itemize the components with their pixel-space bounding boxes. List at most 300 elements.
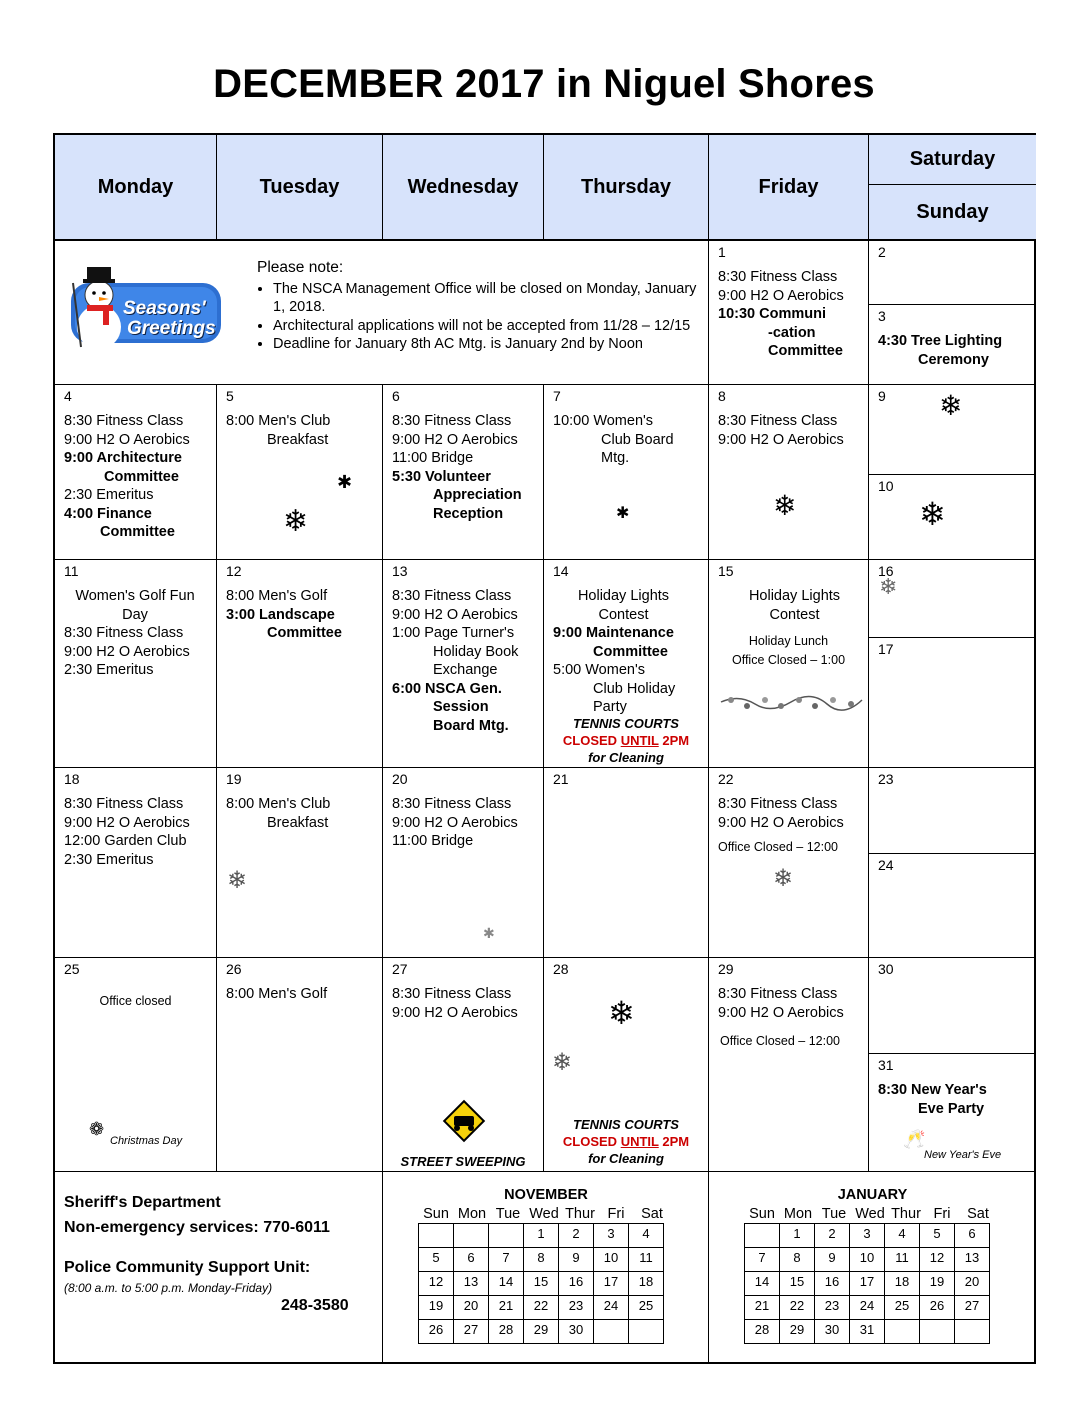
weekday: Mon [783,1205,813,1222]
events [718,985,864,1051]
event: 9:00 H2 O Aerobics [392,431,518,448]
greeting-text: Seasons' Greetings [123,298,216,339]
note-heading: Please note: [257,259,344,276]
november-calendar [383,1186,709,1344]
tennis-line [544,1133,708,1150]
date-cell: 10 [850,1248,885,1272]
month-name: JANUARY [837,1187,908,1203]
day-cell-4 [55,385,217,560]
date-cell [454,1224,489,1248]
day-cell-18 [55,768,217,958]
day-number: 15 [718,563,734,579]
date-cell: 12 [419,1272,454,1296]
date-cell: 28 [489,1320,524,1344]
event: Women's Golf Fun [75,588,195,604]
day-number: 9 [878,388,886,404]
event: Appreciation [433,487,522,503]
day-cell-8 [709,385,869,560]
date-cell [920,1320,955,1344]
header-friday: Friday [709,135,869,241]
date-cell: 8 [780,1248,815,1272]
tennis-line: TENNIS COURTS [573,1117,679,1132]
events [226,985,378,1004]
header-sunday: Sunday [869,185,1036,241]
event: 8:30 Fitness Class [392,413,512,429]
date-cell: 13 [955,1248,990,1272]
events [392,795,539,851]
events [226,412,378,449]
week-row [745,1296,990,1320]
week-row [745,1272,990,1296]
pcsu-title: Police Community Support Unit: [64,1259,311,1276]
date-cell: 19 [419,1296,454,1320]
day-cell-17 [869,638,1036,768]
date-cell: 2 [559,1224,594,1248]
day-number: 27 [392,961,408,977]
day-cell-27 [383,958,544,1172]
note-list [257,280,703,354]
snowflake-icon: ❄ [919,496,946,532]
events [718,795,864,857]
day-cell-19 [217,768,383,958]
day-number: 6 [392,388,400,404]
date-cell: 4 [885,1224,920,1248]
event: Ceremony [918,351,989,368]
day-cell-28 [544,958,709,1172]
event: 9:00 H2 O Aerobics [392,814,518,831]
event: Committee [100,524,175,540]
date-cell: 24 [850,1296,885,1320]
weekday: Sat [641,1205,663,1222]
day-number: 17 [878,641,894,657]
date-cell: 26 [920,1296,955,1320]
event: Office Closed – 12:00 [720,1034,840,1048]
snowflake-icon: ❄ [773,490,797,521]
events [64,795,212,869]
day-cell-10 [869,475,1036,560]
day-cell-3 [869,305,1036,385]
date-cell: 8 [524,1248,559,1272]
event: 9:00 H2 O Aerobics [718,287,844,304]
date-cell: 15 [524,1272,559,1296]
day-number: 8 [718,388,726,404]
day-number: 31 [878,1057,894,1073]
date-cell: 5 [419,1248,454,1272]
champagne-glasses-icon: 🥂 [903,1129,926,1149]
tennis-line: TENNIS COURTS [573,716,679,731]
snowflake-icon: ✱ [337,472,353,492]
week-row [745,1248,990,1272]
event: 8:30 Fitness Class [64,625,184,641]
date-cell: 7 [745,1248,780,1272]
event: -cation [768,324,816,341]
day-cell-5 [217,385,383,560]
date-cell: 27 [454,1320,489,1344]
event: 8:00 Men's Club [226,796,331,812]
event: Session [433,699,489,715]
date-cell: 18 [885,1272,920,1296]
header-wednesday: Wednesday [383,135,544,241]
sheriff-info [55,1172,383,1364]
events [392,412,539,523]
snowflake-icon: ❄ [773,865,794,892]
date-cell: 24 [594,1296,629,1320]
event: 10:00 Women's [553,413,654,429]
event: 4:00 Finance [64,505,152,522]
seasons-greetings-image [65,263,225,355]
day-number: 16 [878,563,894,579]
day-cell-15 [709,560,869,768]
date-cell: 13 [454,1272,489,1296]
tennis-notice [544,1116,708,1167]
event: 11:00 Bridge [392,450,474,466]
date-cell: 28 [745,1320,780,1344]
calendar-grid [53,133,1036,1364]
day-cell-31 [869,1054,1036,1172]
event: 9:00 H2 O Aerobics [718,814,844,831]
event: Holiday Lights [748,588,841,604]
week-row [419,1320,664,1344]
date-cell: 11 [885,1248,920,1272]
day-number: 7 [553,388,561,404]
january-calendar [709,1186,1036,1344]
date-cell: 23 [815,1296,850,1320]
event: 8:30 Fitness Class [64,413,184,429]
day-cell-13 [383,560,544,768]
day-number: 18 [64,771,80,787]
day-number: 11 [64,563,79,579]
events [553,587,704,717]
event: Day [122,606,148,623]
event: 1:00 Page Turner's [392,625,515,641]
events [878,332,1032,369]
sheriff-title: Sheriff's Department [64,1194,221,1211]
date-cell: 20 [454,1296,489,1320]
day-cell-24 [869,854,1036,958]
day-cell-25 [55,958,217,1172]
weekday: Wed [855,1205,885,1222]
date-cell: 31 [850,1320,885,1344]
day-number: 1 [718,244,726,260]
snowflake-icon: ❄ [608,995,635,1031]
date-cell [745,1224,780,1248]
tennis-word: UNTIL [620,733,659,748]
nonemergency-number: Non-emergency services: 770-6011 [64,1219,330,1236]
month-table [418,1223,664,1344]
date-cell: 2 [815,1224,850,1248]
event: Club Holiday [593,680,676,697]
day-number: 5 [226,388,234,404]
date-cell: 30 [559,1320,594,1344]
weekday-row [744,1205,1036,1224]
tennis-line: for Cleaning [588,750,664,765]
weekday-row [418,1205,709,1224]
day-cell-2 [869,241,1036,305]
event: 12:00 Garden Club [64,833,187,849]
snowflake-icon: ❄ [283,505,309,538]
events [64,412,212,542]
tennis-line: for Cleaning [588,1151,664,1166]
day-number: 21 [553,771,569,787]
event: Club Board [601,431,674,448]
event: 8:30 Fitness Class [718,986,838,1002]
event: Committee [104,468,179,485]
tennis-word: UNTIL [620,1134,659,1149]
date-cell: 29 [524,1320,559,1344]
date-cell: 10 [594,1248,629,1272]
day-number: 12 [226,563,242,579]
day-cell-30 [869,958,1036,1054]
event: 5:30 Volunteer [392,468,491,485]
day-number: 20 [392,771,408,787]
event: 2:30 Emeritus [64,662,154,678]
tennis-word: 2PM [662,1134,690,1149]
note-item: • The NSCA Management Office will be closed on Monday, January 1, 2018. [273,280,703,317]
day-cell-1 [709,241,869,385]
date-cell: 5 [920,1224,955,1248]
date-cell [489,1224,524,1248]
weekday: Sun [749,1205,775,1222]
day-number: 24 [878,857,894,873]
date-cell: 14 [745,1272,780,1296]
date-cell: 7 [489,1248,524,1272]
date-cell: 16 [559,1272,594,1296]
event: 9:00 H2 O Aerobics [392,606,518,623]
event: Breakfast [267,814,329,831]
events [392,985,539,1022]
snowflake-icon: ✱ [616,505,630,522]
note-item: • Deadline for January 8th AC Mtg. is January 2nd by Noon [273,335,703,354]
date-cell: 30 [815,1320,850,1344]
day-cell-21 [544,768,709,958]
please-note [257,259,703,354]
event: 4:30 Tree Lighting [878,333,1003,349]
week-row [419,1296,664,1320]
event: Breakfast [267,431,329,448]
event: 3:00 Landscape [226,606,335,623]
date-cell: 15 [780,1272,815,1296]
date-cell: 1 [524,1224,559,1248]
day-number: 23 [878,771,894,787]
header-tuesday: Tuesday [217,135,383,241]
weekday: Thur [565,1205,595,1222]
snowflake-icon: ❄ [879,574,898,599]
events [392,587,539,735]
event: Committee [593,643,668,660]
day-number: 10 [878,478,894,494]
day-number: 30 [878,961,894,977]
week-row [419,1272,664,1296]
date-cell: 19 [920,1272,955,1296]
day-number: 3 [878,308,886,324]
sheriff-block [64,1190,330,1280]
date-cell: 29 [780,1320,815,1344]
day-cell-6 [383,385,544,560]
event: 5:00 Women's [553,662,645,678]
event: Reception [433,505,504,522]
event: 8:00 Men's Golf [226,588,328,604]
day-number: 25 [64,961,80,977]
snowflake-icon: ✱ [483,925,495,941]
day-cell-12 [217,560,383,768]
day-cell-23 [869,768,1036,854]
weekday: Thur [891,1205,921,1222]
date-cell [594,1320,629,1344]
event: 8:30 Fitness Class [718,796,838,812]
tennis-word: CLOSED [562,1134,618,1149]
event: 9:00 H2 O Aerobics [64,643,190,660]
note-cell [55,241,709,385]
events [718,412,864,449]
week-row [419,1248,664,1272]
note-item: • Architectural applications will not be accepted from 11/28 – 12/15 [273,317,703,336]
day-cell-14 [544,560,709,768]
date-cell [955,1320,990,1344]
pcsu-hours: (8:00 a.m. to 5:00 p.m. Monday-Friday) [64,1281,273,1295]
day-number: 29 [718,961,734,977]
event: Holiday Book [433,643,519,660]
date-cell: 25 [885,1296,920,1320]
day-number: 2 [878,244,886,260]
event: 8:00 Men's Golf [226,986,328,1002]
month-name: NOVEMBER [504,1187,588,1203]
event: 8:30 Fitness Class [392,588,512,604]
date-cell: 9 [559,1248,594,1272]
date-cell: 4 [629,1224,664,1248]
header-saturday: Saturday [869,135,1036,185]
date-cell: 21 [489,1296,524,1320]
weekday: Mon [457,1205,487,1222]
event: 8:30 Fitness Class [392,796,512,812]
day-number: 28 [553,961,569,977]
events [553,412,704,468]
event: Committee [768,343,843,359]
wreath-icon: ❁ [89,1119,105,1139]
date-cell: 22 [780,1296,815,1320]
weekday: Wed [529,1205,559,1222]
event: 8:30 Fitness Class [392,986,512,1002]
event: 11:00 Bridge [392,833,474,849]
date-cell: 6 [454,1248,489,1272]
event: 10:30 Communi [718,306,826,322]
week-row [745,1224,990,1248]
event: 6:00 NSCA Gen. [392,680,502,697]
date-cell [885,1320,920,1344]
event: 8:00 Men's Club [226,413,331,429]
day-cell-16 [869,560,1036,638]
snowflake-icon: ❄ [552,1049,573,1076]
events [878,1081,1032,1118]
date-cell: 18 [629,1272,664,1296]
holiday-lights-garland [719,688,864,718]
date-cell: 11 [629,1248,664,1272]
date-cell [629,1320,664,1344]
day-number: 14 [553,563,569,579]
date-cell: 23 [559,1296,594,1320]
header-thursday: Thursday [544,135,709,241]
event: 9:00 H2 O Aerobics [64,814,190,831]
weekday: Sun [423,1205,449,1222]
date-cell: 22 [524,1296,559,1320]
event: Eve Party [918,1100,985,1117]
day-cell-9 [869,385,1036,475]
event: 8:30 Fitness Class [64,796,184,812]
holiday-label: New Year's Eve [924,1149,1002,1161]
week-row [419,1224,664,1248]
events [226,795,378,832]
event: Office Closed – 12:00 [718,840,838,854]
month-table [744,1223,990,1344]
date-cell: 1 [780,1224,815,1248]
street-sweeping-label: STREET SWEEPING [400,1154,526,1169]
events [718,268,864,361]
date-cell: 17 [594,1272,629,1296]
date-cell: 3 [850,1224,885,1248]
event: Party [593,699,627,715]
events [64,587,212,680]
weekday: Tue [821,1205,847,1222]
event: 9:00 H2 O Aerobics [718,1004,844,1021]
event: 8:30 New Year's [878,1082,987,1098]
date-cell: 20 [955,1272,990,1296]
event: Board Mtg. [433,717,509,734]
snowflake-icon: ❄ [227,867,248,894]
event: 8:30 Fitness Class [718,413,838,429]
day-cell-20 [383,768,544,958]
day-cell-11 [55,560,217,768]
weekday: Sat [967,1205,989,1222]
event: Committee [267,625,342,641]
event: Office Closed – 1:00 [731,652,846,667]
street-sweeper-sign-icon [441,1098,487,1150]
date-cell: 27 [955,1296,990,1320]
date-cell: 26 [419,1320,454,1344]
day-number: 4 [64,388,72,404]
date-cell: 3 [594,1224,629,1248]
event: Exchange [433,662,498,678]
date-cell: 6 [955,1224,990,1248]
week-row [745,1320,990,1344]
date-cell [419,1224,454,1248]
page-title: DECEMBER 2017 in Niguel Shores [213,62,875,106]
mini-calendar-november [383,1172,709,1364]
event: Contest [769,606,820,623]
tennis-word: 2PM [662,733,690,748]
event: Holiday Lights [577,588,670,604]
day-cell-7 [544,385,709,560]
events [226,587,378,643]
tennis-notice [544,715,708,766]
event: 2:30 Emeritus [64,487,154,503]
date-cell: 17 [850,1272,885,1296]
tennis-word: CLOSED [562,733,618,748]
day-number: 13 [392,563,408,579]
event: 9:00 H2 O Aerobics [64,431,190,448]
event: 8:30 Fitness Class [718,269,838,285]
weekday: Tue [495,1205,521,1222]
date-cell: 25 [629,1296,664,1320]
event: Office closed [99,994,172,1008]
date-cell: 9 [815,1248,850,1272]
date-cell: 14 [489,1272,524,1296]
event: 9:00 H2 O Aerobics [392,1004,518,1021]
date-cell: 12 [920,1248,955,1272]
event: 9:00 Architecture [64,450,182,466]
weekday: Fri [933,1205,951,1222]
pcsu-phone: 248-3580 [281,1297,349,1314]
event: 2:30 Emeritus [64,851,154,868]
snowflake-icon: ❄ [939,390,963,421]
